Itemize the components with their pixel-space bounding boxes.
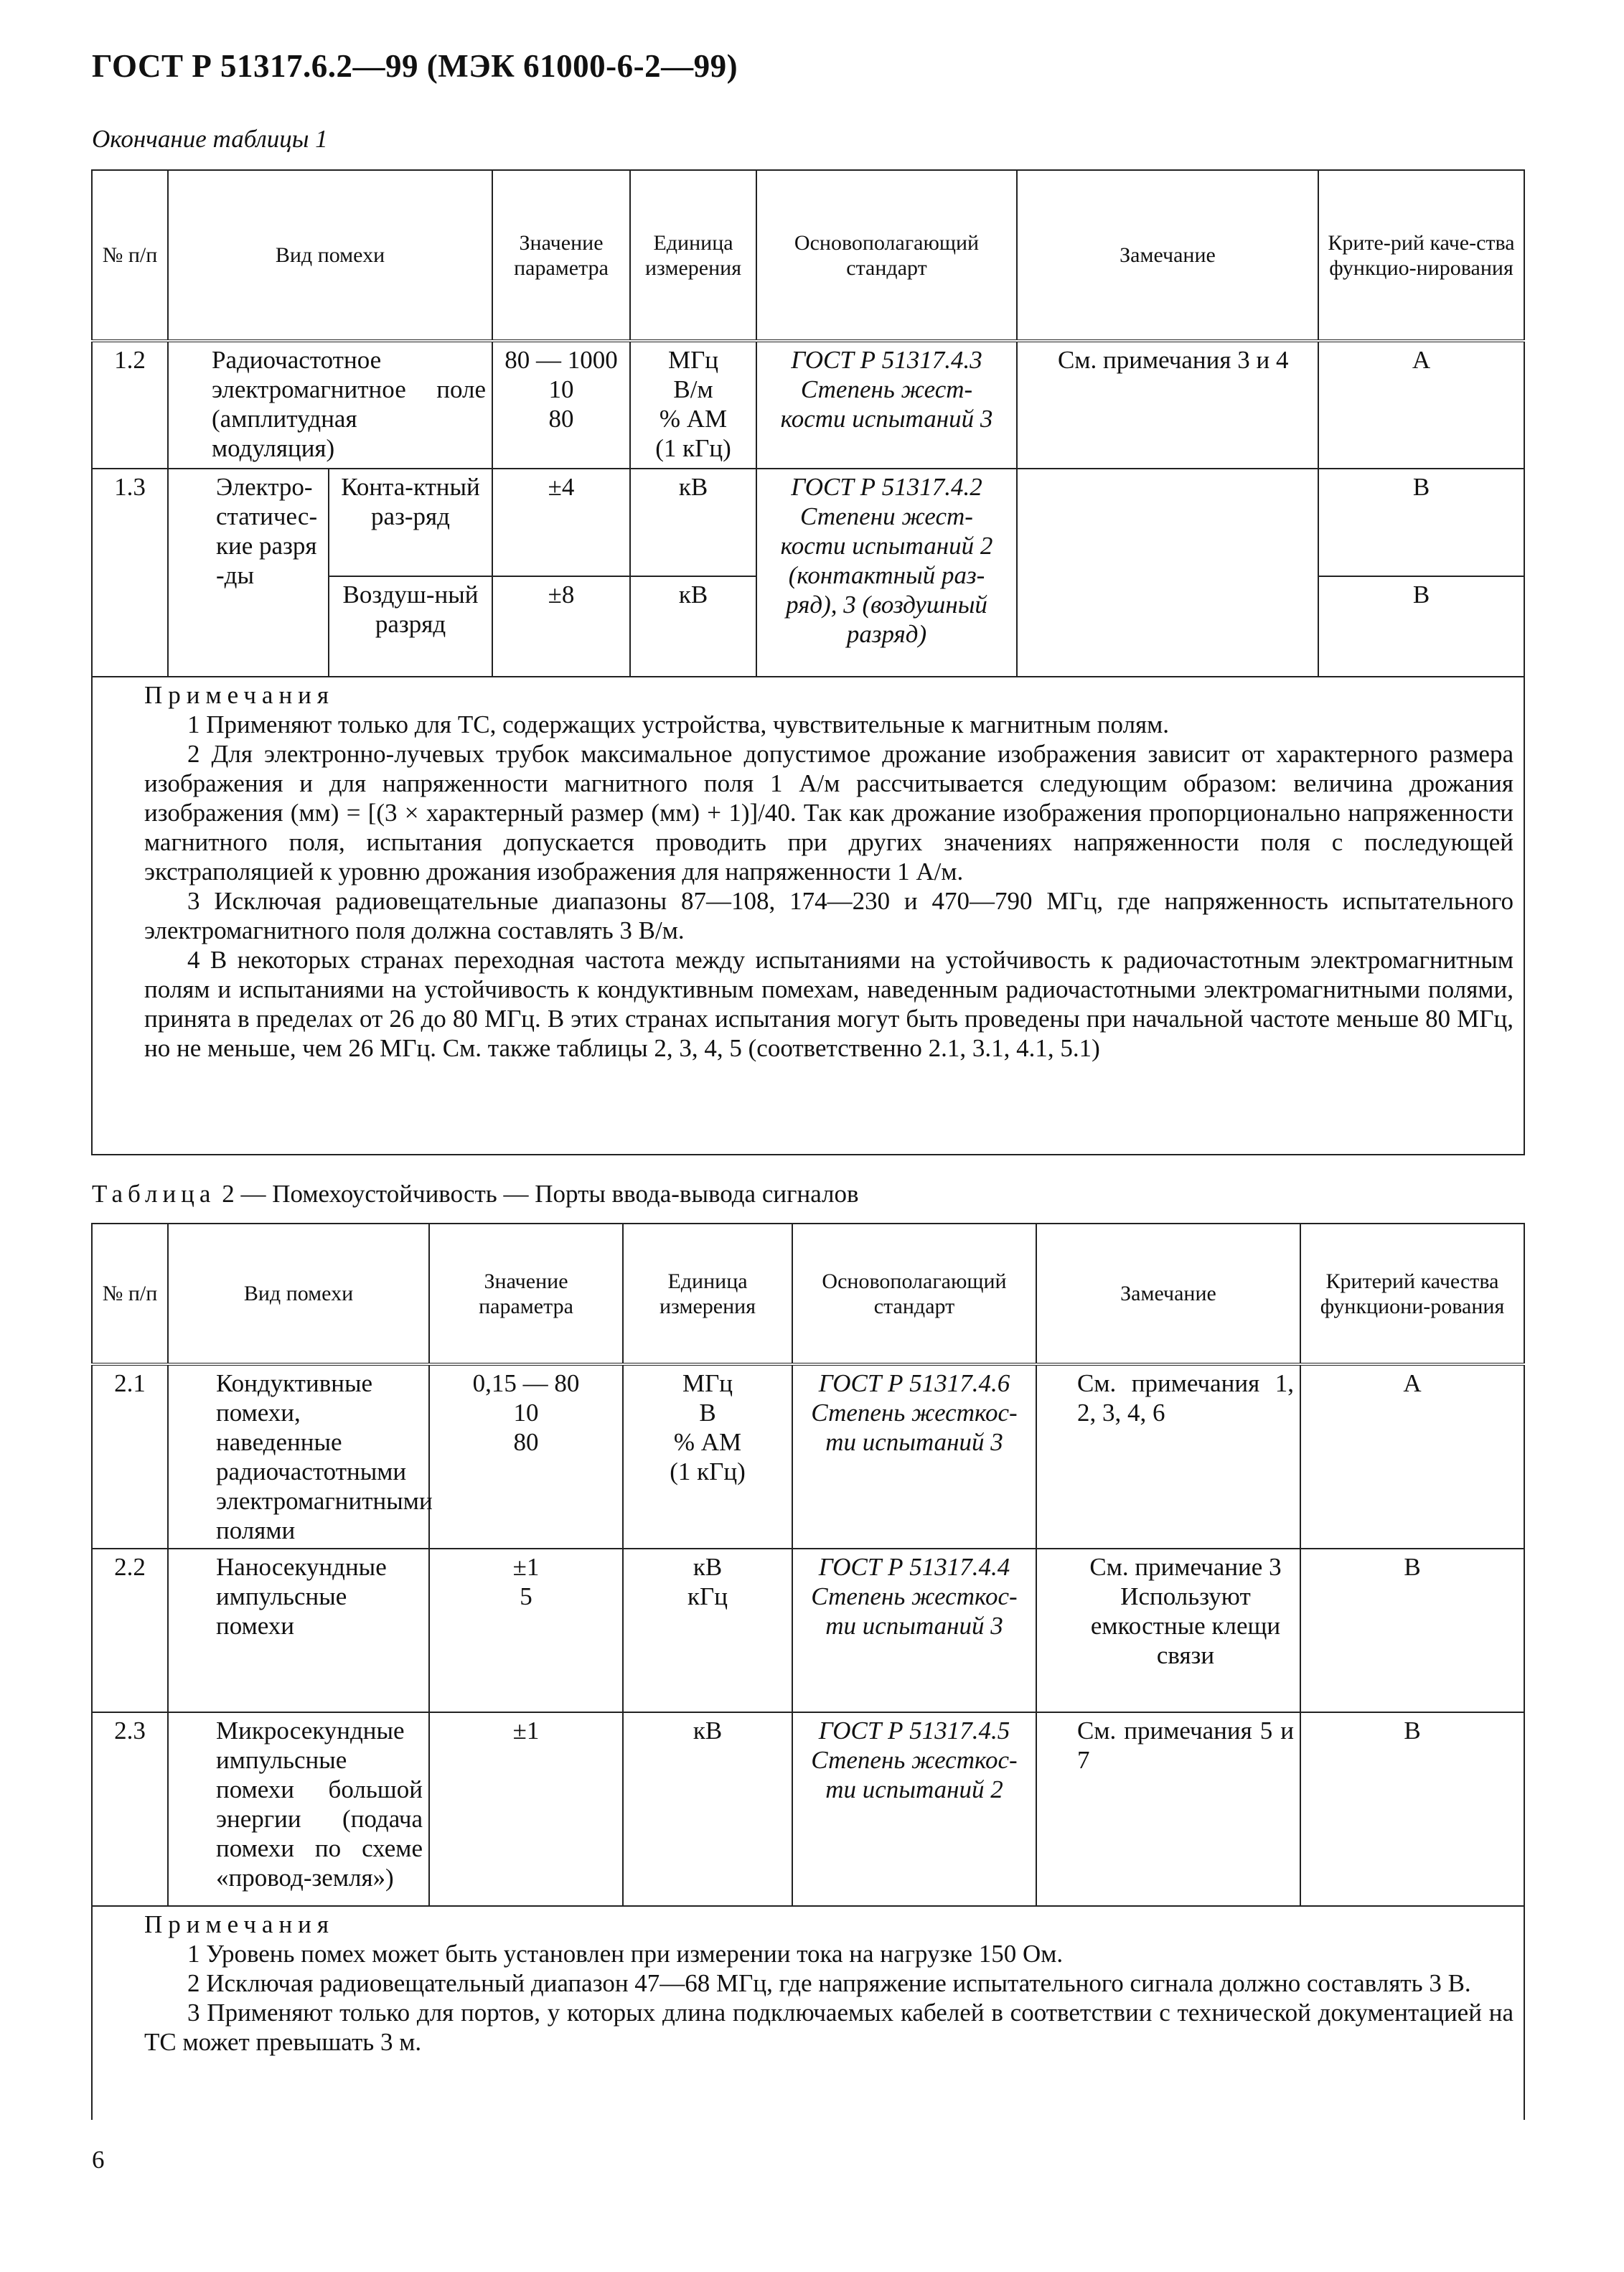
t2-head-type: Вид помехи — [168, 1224, 429, 1364]
table-row — [92, 469, 1524, 576]
note-item: 3 Исключая радиовещательные диапазоны 87—108, 174—230 и 470—790 МГц, где напряженность испытательного электромагнитного поля должна составлять 3 В/м. — [144, 887, 1513, 944]
t2-head-note: Замечание — [1036, 1224, 1300, 1364]
t2-head-crit: Критерий качества функциони-рования — [1300, 1224, 1524, 1364]
t1-head-note: Замечание — [1017, 170, 1318, 341]
table-row — [92, 1549, 1524, 1712]
row-value: ±1 — [429, 1712, 623, 1906]
row-unit: МГц В % АМ (1 кГц) — [623, 1364, 792, 1549]
row-criterion: В — [1300, 1549, 1524, 1712]
row-value: ±4 — [492, 469, 630, 576]
table1-caption: Окончание таблицы 1 — [92, 125, 328, 153]
row-standard: ГОСТ Р 51317.4.4 Степень жесткос- ти испытаний 3 — [792, 1549, 1036, 1712]
row-type: Радиочастотное электромагнитное поле (амплитудная модуляция) — [168, 341, 492, 469]
row-standard: ГОСТ Р 51317.4.3 Степень жест- кости испытаний 3 — [756, 341, 1017, 469]
row-standard: ГОСТ Р 51317.4.5 Степень жесткос- ти испытаний 2 — [792, 1712, 1036, 1906]
t1-head-std: Основополагающий стандарт — [756, 170, 1017, 341]
table2-notes — [92, 1906, 1524, 2120]
t2-head-num: № п/п — [92, 1224, 168, 1364]
row-note: См. примечания 3 и 4 — [1017, 341, 1318, 469]
table1-header-row — [92, 170, 1524, 341]
notes-title: Примечания — [144, 681, 335, 709]
note-item: 3 Применяют только для портов, у которых длина подключаемых кабелей в соответствии с технической документацией на ТС может превышать 3 м. — [144, 1999, 1513, 2056]
note-item: 4 В некоторых странах переходная частота между испытаниями на устойчивость к радиочастотным электромагнитным полям и испытаниями на устойчивость к кондуктивным помехам, наведенным радиочастотными электромагнитными полями, принята в пределах от 26 до 80 МГц. В этих странах испытания могут быть проведены при начальной частоте меньше 80 МГц, но не меньше, чем 26 МГц. См. также таблицы 2, 3, 4, 5 (соответственно 2.1, 3.1, 4.1, 5.1) — [144, 946, 1513, 1062]
row-note: См. примечания 5 и 7 — [1036, 1712, 1300, 1906]
note-item: 1 Уровень помех может быть установлен при измерении тока на нагрузке 150 Ом. — [187, 1940, 1064, 1968]
row-criterion: В — [1300, 1712, 1524, 1906]
row-value: ±1 5 — [429, 1549, 623, 1712]
row-note: См. примечания 1, 2, 3, 4, 6 — [1036, 1364, 1300, 1549]
row-note: См. примечание 3 Используют емкостные клещи связи — [1036, 1549, 1300, 1712]
row-criterion: В — [1318, 576, 1524, 677]
note-item: 1 Применяют только для ТС, содержащих устройства, чувствительные к магнитным полям. — [187, 710, 1170, 738]
row-standard: ГОСТ Р 51317.4.6 Степень жесткос- ти испытаний 3 — [792, 1364, 1036, 1549]
table-row — [92, 1712, 1524, 1906]
row-unit: кВ — [630, 469, 756, 576]
row-criterion: А — [1318, 341, 1524, 469]
t1-head-crit: Крите-рий каче-ства функцио-нирования — [1318, 170, 1524, 341]
row-unit: кВ кГц — [623, 1549, 792, 1712]
row-value: 80 — 1000 10 80 — [492, 341, 630, 469]
row-num: 1.3 — [92, 469, 168, 677]
table2-caption — [92, 1180, 859, 1208]
table2-header-row — [92, 1224, 1524, 1364]
row-num: 2.2 — [92, 1549, 168, 1712]
row-type: Наносекундные импульсные помехи — [168, 1549, 429, 1712]
row-num: 2.1 — [92, 1364, 168, 1549]
t1-head-value: Значение параметра — [492, 170, 630, 341]
row-value: ±8 — [492, 576, 630, 677]
table2 — [91, 1223, 1525, 2120]
document-header: ГОСТ Р 51317.6.2—99 (МЭК 61000-6-2—99) — [92, 48, 738, 84]
row-type: Микросекундные импульсные помехи большой энергии (подача помехи по схеме «провод-земля») — [168, 1712, 429, 1906]
row-num: 2.3 — [92, 1712, 168, 1906]
table-row — [92, 1364, 1524, 1549]
t2-head-std: Основополагающий стандарт — [792, 1224, 1036, 1364]
table2-caption-word: Таблица — [92, 1180, 216, 1208]
table1-notes — [92, 677, 1524, 1155]
table2-caption-text: 2 — Помехоустойчивость — Порты ввода-вывода сигналов — [222, 1180, 859, 1208]
row-unit: МГц В/м % АМ (1 кГц) — [630, 341, 756, 469]
row-unit: кВ — [630, 576, 756, 677]
note-item: 2 Исключая радиовещательный диапазон 47—68 МГц, где напряжение испытательного сигнала должно составлять 3 В. — [187, 1969, 1471, 1997]
t1-head-type: Вид помехи — [168, 170, 492, 341]
t2-head-unit: Единица измерения — [623, 1224, 792, 1364]
table2-notes-row — [92, 1906, 1524, 2120]
row-criterion: А — [1300, 1364, 1524, 1549]
table-row — [92, 341, 1524, 469]
t2-head-value: Значение параметра — [429, 1224, 623, 1364]
table1-notes-row — [92, 677, 1524, 1155]
t1-head-num: № п/п — [92, 170, 168, 341]
row-note — [1017, 469, 1318, 677]
row-value: 0,15 — 80 10 80 — [429, 1364, 623, 1549]
row-subtype: Воздуш-ный разряд — [329, 576, 492, 677]
row-type: Электро-статичес-кие разря-ды — [168, 469, 329, 677]
row-unit: кВ — [623, 1712, 792, 1906]
page-number: 6 — [92, 2146, 105, 2174]
t1-head-unit: Единица измерения — [630, 170, 756, 341]
row-num: 1.2 — [92, 341, 168, 469]
notes-title: Примечания — [144, 1910, 335, 1938]
row-standard: ГОСТ Р 51317.4.2 Степени жест- кости испытаний 2 (контактный раз- ряд), 3 (воздушный разряд) — [756, 469, 1017, 677]
row-subtype: Конта-ктный раз-ряд — [329, 469, 492, 576]
row-type: Кондуктивные помехи, наведенные радиочастотными электромагнитными полями — [168, 1364, 429, 1549]
table1 — [91, 169, 1525, 1155]
note-item: 2 Для электронно-лучевых трубок максимальное допустимое дрожание изображения зависит от характерного размера изображения и для напряженности магнитного поля 1 А/м рассчитывается следующим образом: величина дрожания изображения (мм) = [(3 × характерный размер (мм) + 1)]/40. Так как дрожание изображения пропорционально напряженности магнитного поля, испытания допускается проводить при других значениях напряженности поля с последующей экстраполяцией к уровню дрожания изображения для напряженности 1 А/м. — [144, 740, 1513, 886]
row-criterion: В — [1318, 469, 1524, 576]
